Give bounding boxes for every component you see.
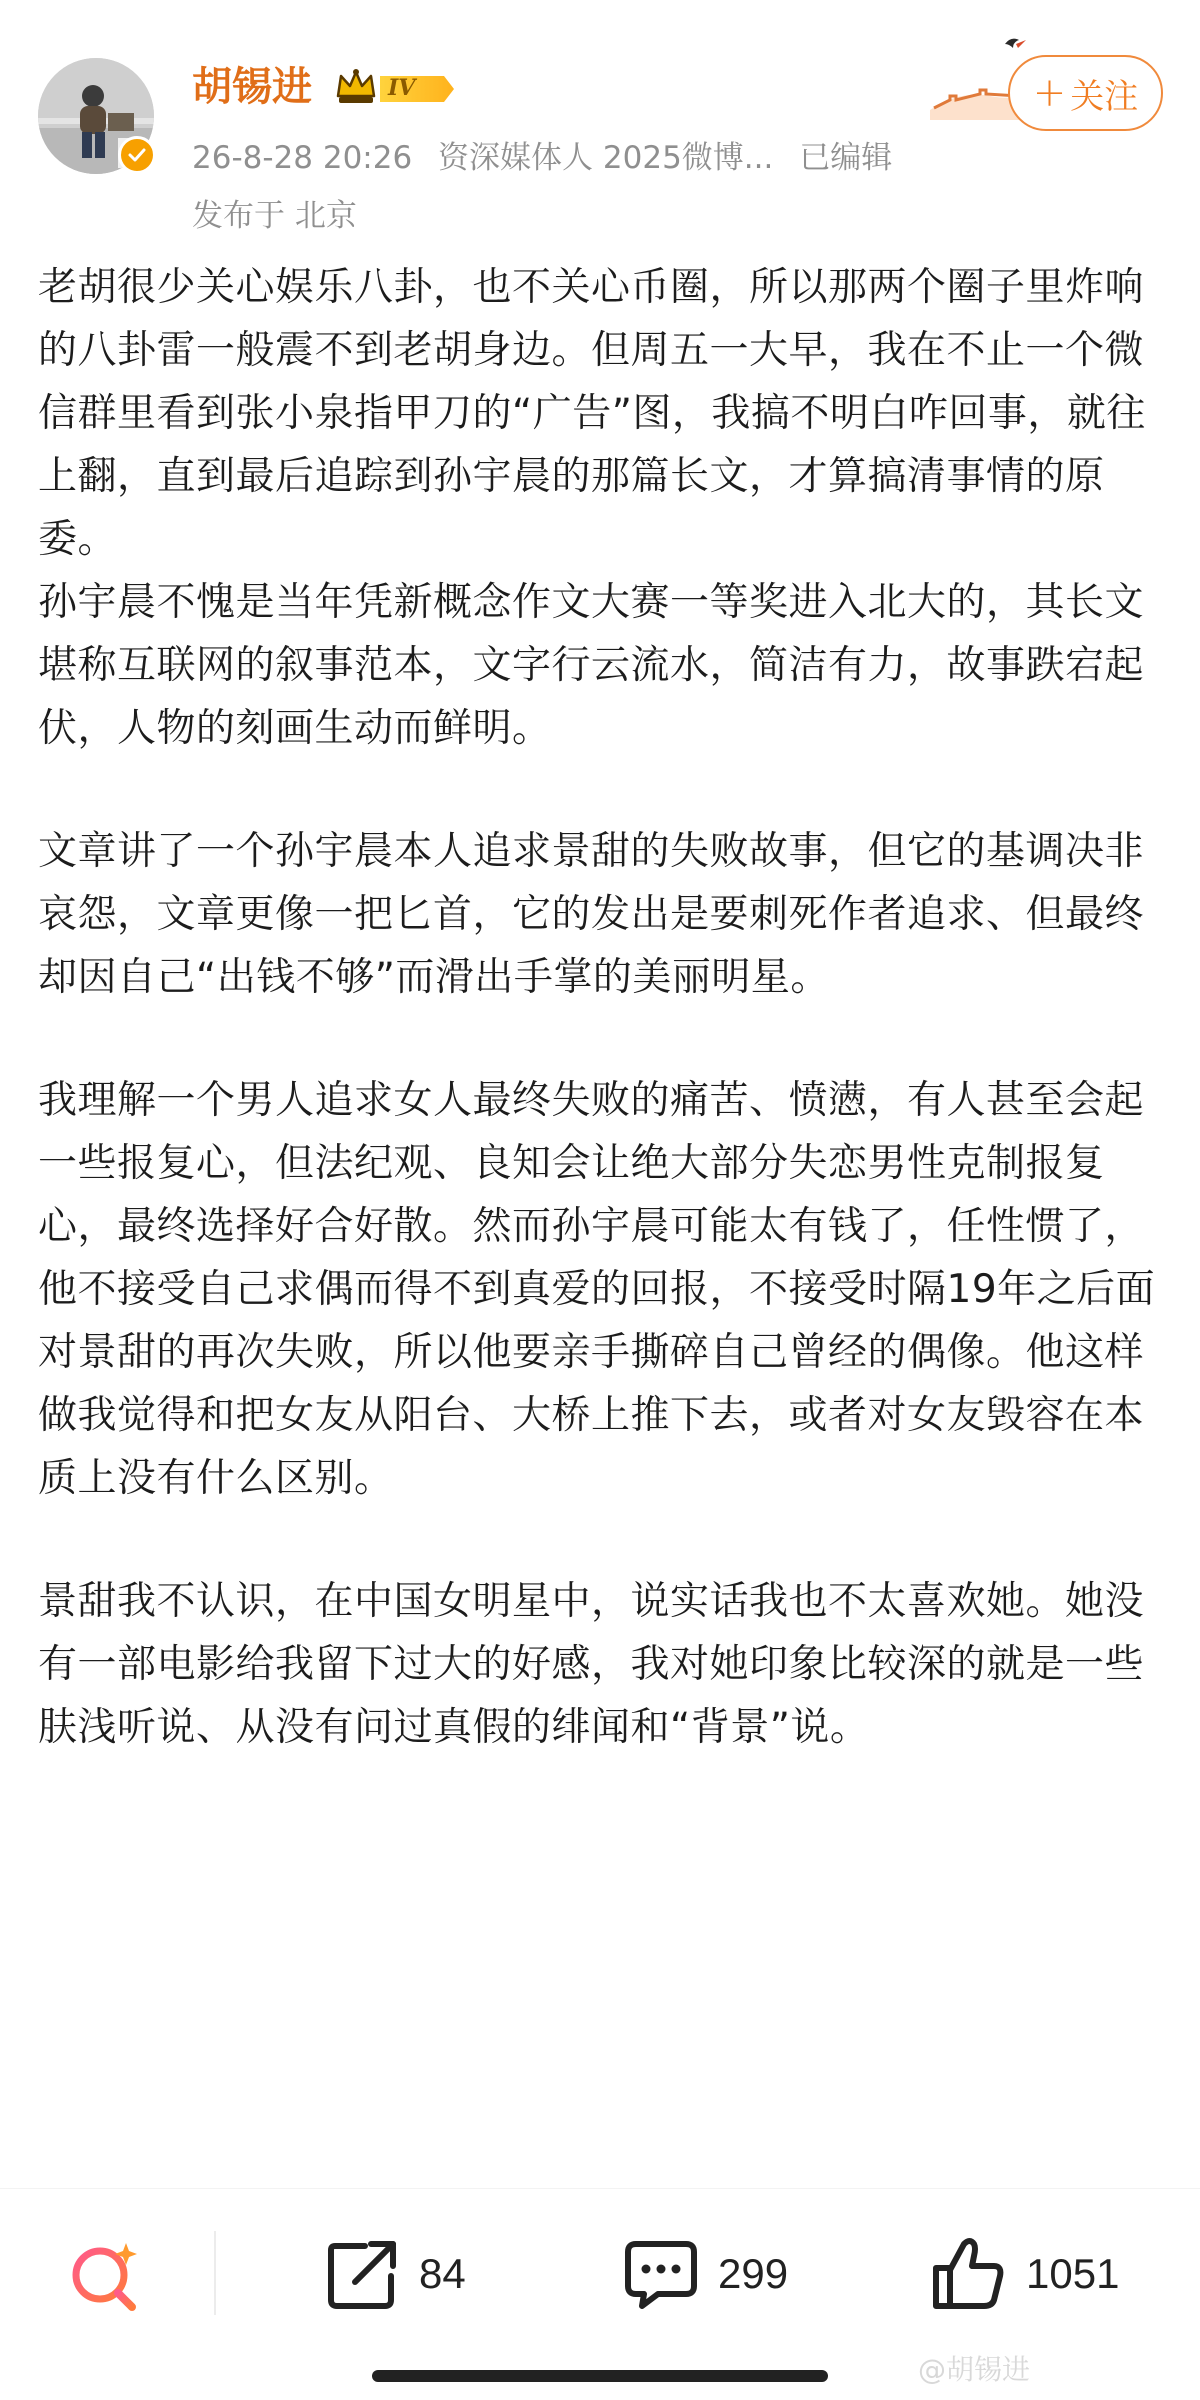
share-icon — [325, 2236, 401, 2312]
crown-icon — [335, 66, 377, 106]
post-paragraph: 老胡很少关心娱乐八卦，也不关心币圈，所以那两个圈子里炸响的八卦雷一般震不到老胡身边。但周五一大早，我在不止一个微信群里看到张小泉指甲刀的“广告”图，我搞不明白咋回事，就往上翻，直到最后追踪到孙宇晨的那篇长文，才算搞清事情的原委。 — [38, 265, 1146, 562]
post-action-bar — [0, 2188, 1200, 2351]
author-name[interactable]: 胡锡进 — [192, 64, 312, 110]
paragraph-gap — [38, 1009, 1168, 1069]
follow-button[interactable] — [1008, 55, 1163, 131]
level-text: IV — [388, 75, 416, 101]
post-header — [0, 0, 1200, 240]
comment-button[interactable] — [622, 2229, 788, 2319]
share-count: 84 — [419, 2250, 466, 2297]
paragraph-gap — [38, 1510, 1168, 1570]
post-paragraph: 文章讲了一个孙宇晨本人追求景甜的失败故事，但它的基调决非哀怨，文章更像一把匕首，它的发出是要刺死作者追求、但最终却因自己“出钱不够”而滑出手掌的美丽明星。 — [38, 829, 1145, 1000]
level-badge[interactable] — [378, 72, 456, 106]
post-location: 发布于 北京 — [192, 198, 357, 234]
action-divider — [214, 2231, 216, 2315]
like-button[interactable] — [928, 2229, 1119, 2319]
post-paragraph: 我理解一个男人追求女人最终失败的痛苦、愤懑，有人甚至会起一些报复心，但法纪观、良知会让绝大部分失恋男性克制报复心，最终选择好合好散。然而孙宇晨可能太有钱了，任性惯了，他不接受自己求偶而得不到真爱的回报，不接受时隔19年之后面对景甜的再次失败，所以他要亲手撕碎自己曾经的偶像。他这样做我觉得和把女友从阳台、大桥上推下去，或者对女友毁容在本质上没有什么区别。 — [38, 1078, 1156, 1501]
comment-count: 299 — [718, 2250, 789, 2297]
post-paragraph: 孙宇晨不愧是当年凭新概念作文大赛一等奖进入北大的，其长文堪称互联网的叙事范本，文字行云流水，简洁有力，故事跌宕起伏，人物的刻画生动而鲜明。 — [38, 580, 1145, 751]
post-meta — [192, 138, 908, 178]
search-icon[interactable] — [66, 2237, 146, 2317]
post-source[interactable]: 资深媒体人 2025微博... — [438, 140, 774, 176]
follow-button-label: 关注 — [1070, 76, 1139, 117]
watermark: @胡锡进 — [918, 2353, 1031, 2386]
thumbs-up-icon — [928, 2234, 1008, 2314]
comment-icon — [622, 2236, 700, 2312]
verified-badge-icon — [118, 136, 156, 174]
plus-icon: + — [1032, 70, 1067, 116]
post-content — [38, 256, 1168, 2176]
paragraph-gap — [38, 760, 1168, 820]
share-button[interactable] — [325, 2229, 466, 2319]
like-count: 1051 — [1026, 2250, 1120, 2297]
edited-label[interactable]: 已编辑 — [799, 140, 893, 176]
post-paragraph: 景甜我不认识，在中国女明星中，说实话我也不太喜欢她。她没有一部电影给我留下过大的好感，我对她印象比较深的就是一些肤浅听说、从没有问过真假的绯闻和“背景”说。 — [38, 1579, 1145, 1750]
home-indicator[interactable] — [372, 2370, 828, 2382]
post-timestamp: 26-8-28 20:26 — [192, 140, 413, 176]
